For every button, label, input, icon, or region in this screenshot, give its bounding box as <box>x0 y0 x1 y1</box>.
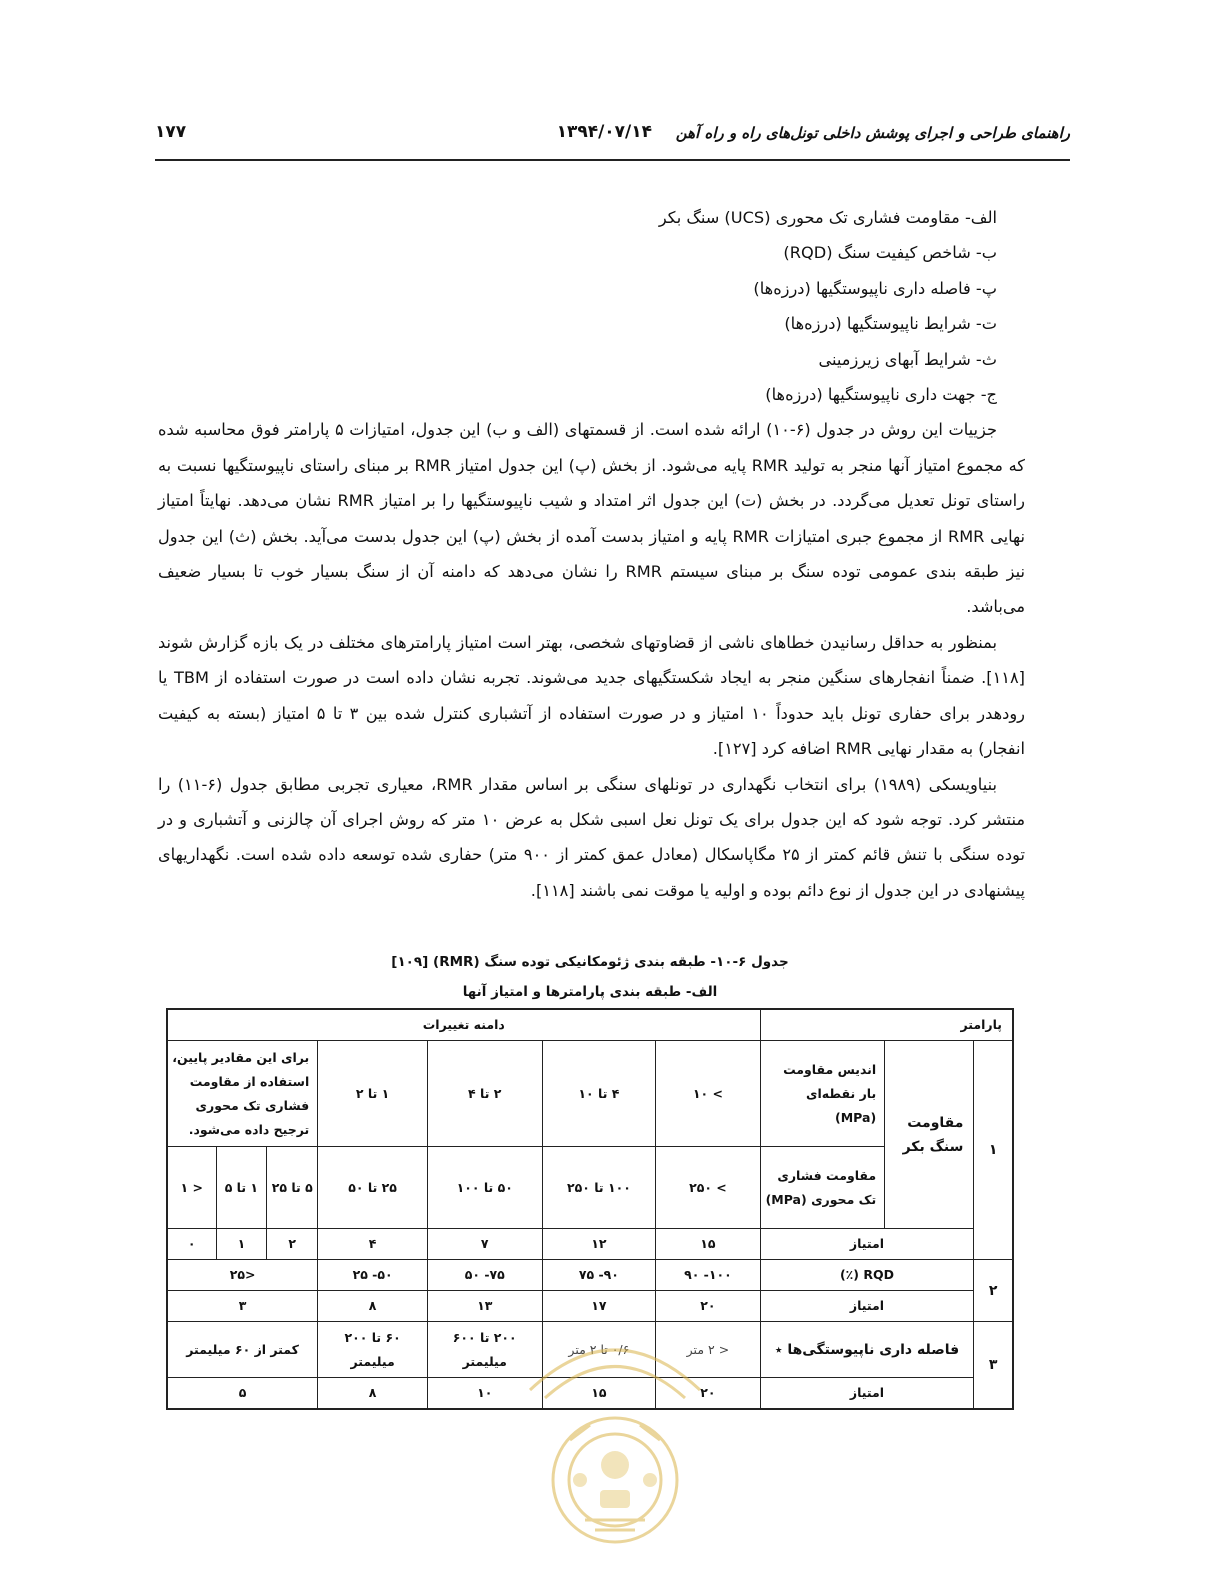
table-cell: ۲۰۰ تا ۶۰۰ میلیمتر <box>427 1322 542 1378</box>
body-text <box>158 200 1025 908</box>
table-cell: ۱ تا ۲ <box>318 1041 428 1147</box>
table-cell: > ۱۰ <box>656 1041 760 1147</box>
list-item: ث- شرایط آبهای زیرزمینی <box>818 349 997 369</box>
table-cell: ۳ <box>167 1291 318 1322</box>
table-cell: ۱۰۰- ۹۰ <box>656 1260 760 1291</box>
row-label: مقاومت سنگ بکر <box>885 1041 974 1229</box>
table-cell: ۸ <box>318 1378 428 1410</box>
param-header: پارامتر <box>760 1009 1013 1041</box>
row-label: فاصله داری ناپیوستگی‌ها ٭ <box>760 1322 974 1378</box>
table-cell: ۱ <box>216 1229 267 1260</box>
table-cell: ۷ <box>427 1229 542 1260</box>
table-cell: ۲ <box>267 1229 318 1260</box>
table-cell: ۱۳ <box>427 1291 542 1322</box>
list-item: ج- جهت داری ناپیوستگیها (درزه‌ها) <box>765 385 997 405</box>
table-note: برای این مقادیر پایین، استفاده از مقاومت فشاری تک محوری ترجیح داده می‌شود. <box>167 1041 318 1147</box>
rating-label: امتیاز <box>760 1378 974 1410</box>
table-cell: کمتر از ۶۰ میلیمتر <box>167 1322 318 1378</box>
table-cell: ۴ <box>318 1229 428 1260</box>
rating-label: امتیاز <box>760 1229 974 1260</box>
row-number: ۳ <box>974 1322 1013 1410</box>
row-label: RQD (٪) <box>760 1260 974 1291</box>
header-date: ۱۳۹۴/۰۷/۱۴ <box>556 122 652 142</box>
table-cell: ۱۰ <box>427 1378 542 1410</box>
paragraph: بمنظور به حداقل رسانیدن خطاهای ناشی از قضاوتهای شخصی، بهتر است امتیاز پارامترهای مختلف در یک بازه گزارش شوند [۱۱۸]. ضمناً انفجارهای سنگین منجر به ایجاد شکستگیهای جدید می‌شوند. تجربه نشان داده است در صورت استفاده از TBM یا رودهدر برای حفاری تونل باید حدوداً ۱۰ امتیاز و در صورت استفاده از آتشباری کنترل شده بین ۳ تا ۵ امتیاز (بسته به کیفیت انفجار) به مقدار نهایی RMR اضافه کرد [۱۲۷]. <box>158 632 1025 759</box>
table-cell: ۶۰ تا ۲۰۰ میلیمتر <box>318 1322 428 1378</box>
table-cell: ۱۵ <box>542 1378 656 1410</box>
paragraph: جزییات این روش در جدول (۶-۱۰) ارائه شده است. از قسمتهای (الف و ب) این جدول، امتیازات ۵ پارامتر فوق محاسبه شده که مجموع امتیاز آنها منجر به تولید RMR پایه می‌شود. از بخش (پ) این جدول امتیاز RMR بر مبنای راستای ناپیوستگیها نسبت به راستای تونل تعدیل می‌گردد. در بخش (ت) این جدول اثر امتداد و شیب ناپیوستگیها را بر امتیاز RMR نشان می‌دهد. نهایتاً امتیاز نهایی RMR از مجموع جبری امتیازات RMR پایه و امتیاز بدست آمده از بخش (پ) این جدول بدست می‌آید. بخش (ث) این جدول نیز طبقه بندی عمومی توده سنگ بر مبنای سیستم RMR را نشان می‌دهد که دامنه آن از سنگ بسیار خوب تا بسیار ضعیف می‌باشد. <box>158 420 1026 617</box>
header-title: راهنمای طراحی و اجرای پوشش داخلی تونل‌های راه و راه آهن <box>675 124 1070 142</box>
table-cell: < ۲ متر <box>656 1322 760 1378</box>
table-cell: ۵ <box>167 1378 318 1410</box>
table-cell: ۲۰ <box>656 1291 760 1322</box>
table-cell: اندیس مقاومت بار نقطه‌ای (MPa) <box>760 1041 885 1147</box>
table-cell: مقاومت فشاری تک محوری (MPa) <box>760 1147 885 1229</box>
table-cell: ۱ تا ۵ <box>216 1147 267 1229</box>
table-cell: ۰ <box>167 1229 216 1260</box>
list-item: ت- شرایط ناپیوستگیها (درزه‌ها) <box>784 314 997 334</box>
page-header <box>155 118 1070 158</box>
table-cell: ۱۵ <box>656 1229 760 1260</box>
table-cell: ۱۲ <box>542 1229 656 1260</box>
seal-watermark <box>500 1320 730 1584</box>
table-cell: ۱۷ <box>542 1291 656 1322</box>
table-cell: ۲۵ تا ۵۰ <box>318 1147 428 1229</box>
table-cell: ۵۰- ۲۵ <box>318 1260 428 1291</box>
table-subcaption: الف- طبقه بندی پارامترها و امتیاز آنها <box>462 984 718 1000</box>
table-cell: ۲۰ <box>656 1378 760 1410</box>
table-cell: ۱۰۰ تا ۲۵۰ <box>542 1147 656 1229</box>
row-number: ۱ <box>974 1041 1013 1260</box>
parameter-list <box>158 200 1025 412</box>
table-cell: ۷۵- ۵۰ <box>427 1260 542 1291</box>
table-cell: > ۲۵۰ <box>656 1147 760 1229</box>
table-cell: ۵۰ تا ۱۰۰ <box>427 1147 542 1229</box>
row-number: ۲ <box>974 1260 1013 1322</box>
header-divider <box>155 159 1070 161</box>
list-item: ب- شاخص کیفیت سنگ (RQD) <box>783 243 997 263</box>
table-cell: <۲۵ <box>167 1260 318 1291</box>
table-cell: ۴ تا ۱۰ <box>542 1041 656 1147</box>
table-cell: ۵ تا ۲۵ <box>267 1147 318 1229</box>
table-cell: ۸ <box>318 1291 428 1322</box>
table-caption: جدول ۶-۱۰- طبقه بندی ژئومکانیکی توده سنگ (RMR) [۱۰۹] <box>391 954 789 970</box>
list-item: الف- مقاومت فشاری تک محوری (UCS) سنگ بکر <box>658 208 997 227</box>
paragraph: بنیاویسکی (۱۹۸۹) برای انتخاب نگهداری در تونلهای سنگی بر اساس مقدار RMR، معیاری تجربی مطابق جدول (۶-۱۱) را منتشر کرد. توجه شود که این جدول برای یک تونل نعل اسبی شکل به عرض ۱۰ متر که روش اجرای آن چالزنی و آتشباری و در توده سنگی با تنش قائم کمتر از ۲۵ مگاپاسکال (معادل عمق کمتر از ۹۰۰ متر) حفاری شده توسعه داده شده است. نگهداریهای پیشنهادی در این جدول از نوع دائم بوده و اولیه یا موقت نمی باشند [۱۱۸]. <box>158 774 1025 900</box>
table-cell: ۹۰- ۷۵ <box>542 1260 656 1291</box>
table-cell: ۰/۶ تا ۲ متر <box>542 1322 656 1378</box>
table-cell: < ۱ <box>167 1147 216 1229</box>
table-cell: ۲ تا ۴ <box>427 1041 542 1147</box>
list-item: پ- فاصله داری ناپیوستگیها (درزه‌ها) <box>753 278 997 298</box>
rating-label: امتیاز <box>760 1291 974 1322</box>
page-number: ۱۷۷ <box>155 122 187 142</box>
range-header: دامنه تغییرات <box>167 1009 760 1041</box>
